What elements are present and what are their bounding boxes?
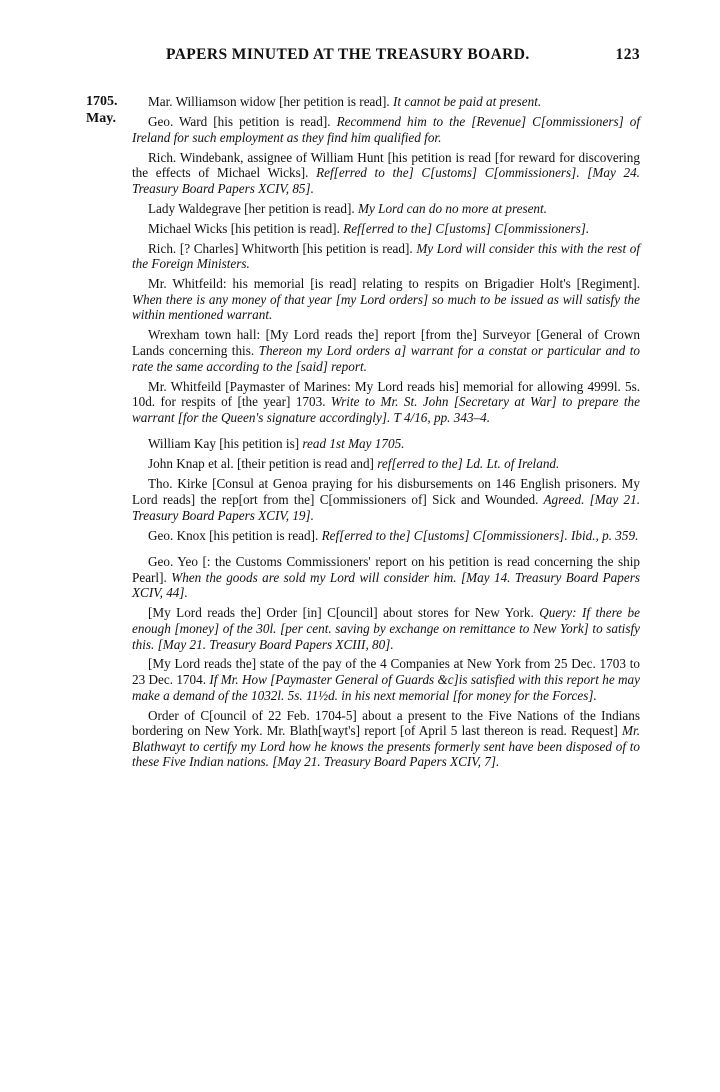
entry-text: Wrexham town hall: [My Lord reads the] report [from the] Surveyor [General of Crown Lands concerning this.	[132, 327, 640, 359]
minute-entry	[132, 94, 640, 110]
entry-decision: Mr. Blathwayt to certify my Lord how he knows the presents formerly sent have been disposed of to these Five Indian nations. [May 21. Treasury Board Papers XCIV, 7].	[132, 723, 640, 770]
entry-decision: read 1st May 1705.	[299, 436, 405, 452]
entry-decision: ref[erred to the] Ld. Lt. of Ireland.	[373, 456, 560, 472]
entry-text: Rich. Windebank, assignee of William Hunt [his petition is read [for reward for discovering the effects of Michael Wicks].	[132, 149, 640, 181]
minute-entry	[132, 379, 640, 426]
entry-text: Mr. Whitfeild [Paymaster of Marines: My Lord reads his] memorial for allowing 4999l. 5s. 10d. for respits of [the year] 1703.	[132, 378, 640, 410]
minute-entry	[132, 656, 640, 703]
minute-entry	[132, 241, 640, 272]
entry-decision: My Lord can do no more at present.	[354, 200, 547, 216]
minute-entry	[132, 456, 640, 472]
entry-text: Order of C[ouncil of 22 Feb. 1704-5] about a present to the Five Nations of the Indians bordering on New York. Mr. Blath[wayt's] report [of April 5 last thereon is read. Request]	[132, 707, 640, 739]
entry-text: Geo. Ward [his petition is read].	[148, 113, 331, 129]
entry-decision: Ref[erred to the] C[ustoms] C[ommissioners].	[339, 220, 590, 236]
margin-date	[86, 93, 118, 127]
minute-entry	[132, 276, 640, 323]
entry-text: Mar. Williamson widow [her petition is read].	[148, 94, 390, 109]
entry-decision: If Mr. How [Paymaster General of Guards &c]is satisfied with this report he may make a demand of the 1032l. 5s. 11½d. in his next memorial [for money for the Forces].	[132, 672, 641, 703]
minute-entry	[132, 150, 640, 197]
entry-decision: It cannot be paid at present.	[389, 94, 542, 109]
minute-entry	[132, 605, 640, 652]
entry-text: [My Lord reads the] state of the pay of the 4 Companies at New York from 25 Dec. 1703 to 23 Dec. 1704.	[132, 656, 640, 688]
minute-entry	[132, 476, 640, 523]
entry-decision: My Lord will consider this with the rest of the Foreign Ministers.	[132, 240, 640, 272]
entry-text: Rich. [? Charles] Whitworth [his petition is read].	[148, 240, 413, 256]
running-title: PAPERS MINUTED AT THE TREASURY BOARD.	[166, 46, 530, 63]
entry-decision: Query: If there be enough [money] of the 30l. [per cent. saving by exchange on remittance to New York] to satisfy this. [May 21. Treasury Board Papers XCIII, 80].	[132, 605, 640, 652]
entry-text: Geo. Yeo [: the Customs Commissioners' report on his petition is read concerning the ship Pearl].	[132, 554, 640, 585]
entry-text: Tho. Kirke [Consul at Genoa praying for his disbursements on 146 English prisoners. My Lord reads] the rep[ort from the] C[ommissioners of] Sick and Wounded.	[132, 476, 640, 507]
page-number: 123	[615, 46, 640, 63]
minute-entry	[132, 436, 640, 452]
entry-decision: Recommend him to the [Revenue] C[ommissioners] of Ireland for such employment as they find him qualified for.	[132, 113, 640, 145]
entry-text: John Knap et al. [their petition is read and]	[148, 456, 374, 472]
running-header	[128, 46, 640, 68]
entry-decision: Write to Mr. St. John [Secretary at War] to prepare the warrant [for the Queen's signature accordingly]. T 4/16, pp. 343–4.	[132, 394, 640, 425]
minutes-text	[132, 94, 640, 774]
minute-entry	[132, 201, 640, 217]
minute-entry	[132, 708, 640, 770]
minute-entry	[132, 327, 640, 374]
entry-decision: When the goods are sold my Lord will consider him. [May 14. Treasury Board Papers XCIV, 44].	[132, 569, 640, 601]
entry-text: Geo. Knox [his petition is read].	[148, 527, 319, 543]
entry-decision: When there is any money of that year [my Lord orders] so much to be issued as will satisfy the within mentioned warrant.	[132, 291, 640, 323]
entry-decision: Agreed. [May 21. Treasury Board Papers XCIV, 19].	[132, 491, 640, 523]
entry-text: Mr. Whitfeild: his memorial [is read] relating to respits on Brigadier Holt's [Regiment].	[148, 276, 640, 292]
minute-entry	[132, 221, 640, 237]
margin-month: May.	[86, 111, 116, 126]
entry-text: [My Lord reads the] Order [in] C[ouncil] about stores for New York.	[148, 605, 534, 621]
entry-text: Lady Waldegrave [her petition is read].	[148, 200, 355, 216]
entry-decision: Ref[erred to the] C[ustoms] C[ommissioners]. [May 24. Treasury Board Papers XCIV, 85].	[132, 165, 640, 196]
minute-entry	[132, 114, 640, 145]
entry-decision: Ref[erred to the] C[ustoms] C[ommissioners]. Ibid., p. 359.	[318, 527, 639, 543]
entry-text: William Kay [his petition is]	[148, 436, 300, 452]
entry-decision: Thereon my Lord orders a] warrant for a constat or particular and to rate the same according to the [said] report.	[132, 343, 640, 374]
minute-entry	[132, 554, 640, 601]
entry-text: Michael Wicks [his petition is read].	[148, 220, 340, 236]
margin-year: 1705.	[86, 94, 118, 109]
minute-entry	[132, 528, 640, 544]
